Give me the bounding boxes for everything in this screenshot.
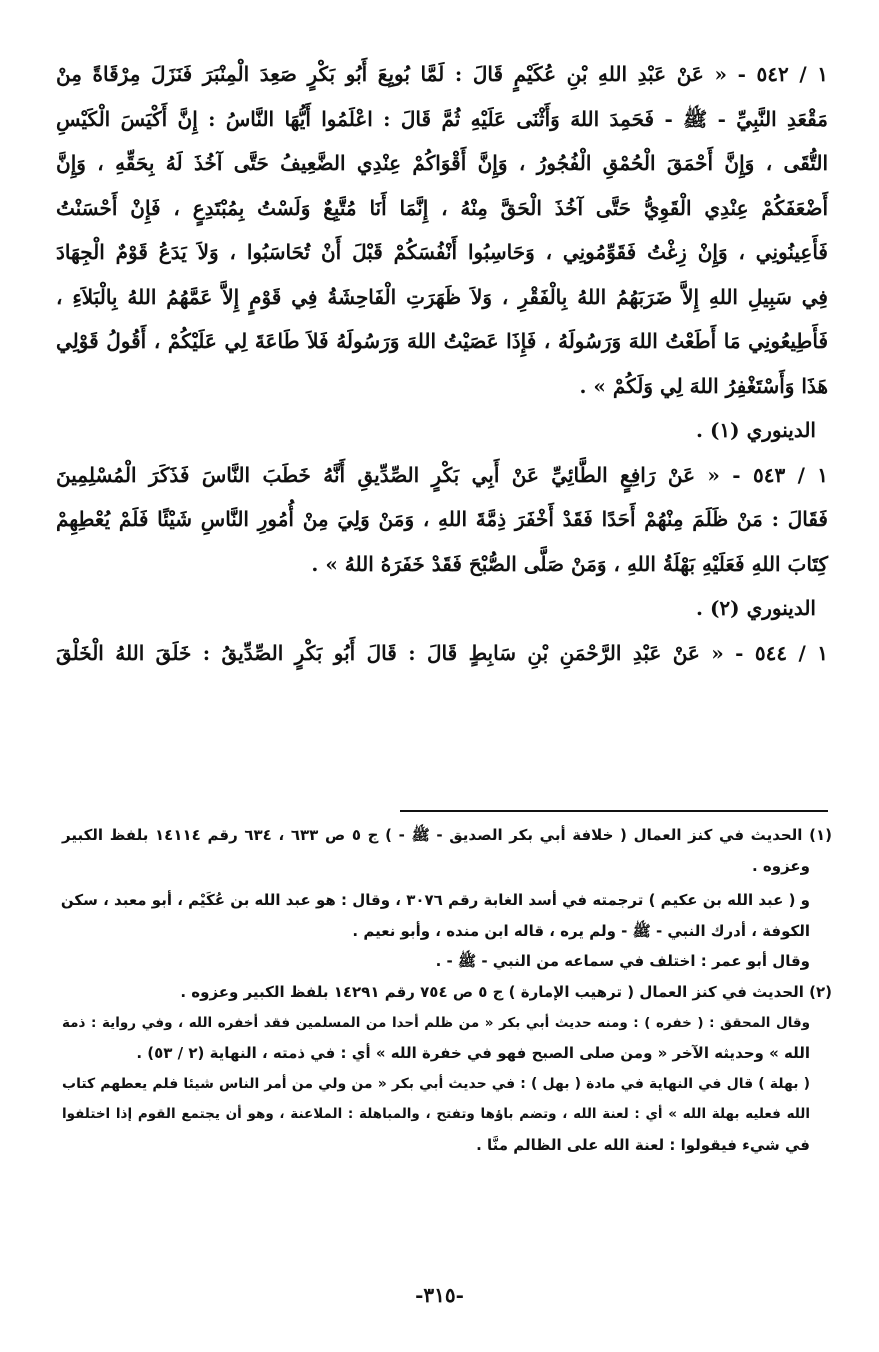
hadith-text-block [56, 52, 828, 675]
footnote-line: ( بهلة ) قال في النهاية في مادة ( بهل ) : في حديث أبي بكر « من ولي من أمر الناس شيئا فلم يعطهم كتاب [62, 1075, 810, 1092]
text-line: فَقَالَ : مَنْ ظَلَمَ مِنْهُمْ أَحَدًا فَقَدْ أَخْفَرَ ذِمَّةَ اللهِ ، وَمَنْ وَلِيَ مِنْ أُمُورِ النَّاسِ شَيْئًا فَلَمْ يُعْطِهِمْ [56, 507, 828, 531]
text-line: ١ / ٥٤٤ - « عَنْ عَبْدِ الرَّحْمَنِ بْنِ سَابِطٍ قَالَ : قَالَ أَبُو بَكْرٍ الصِّدِّيقُ : خَلَقَ اللهُ الْخَلْقَ [56, 640, 828, 665]
text-line: فَأَطِيعُونِي مَا أَطَعْتُ اللهَ وَرَسُولَهُ ، فَإِذَا عَصَيْتُ اللهَ وَرَسُولَهُ فَلاَ طَاعَةَ لِي عَلَيْكُمْ ، أَقُولُ قَوْلِي [56, 329, 828, 353]
footnote-line: وقال المحقق : ( خفره ) : ومنه حديث أبي بكر « من ظلم أحدا من المسلمين فقد أخفره الله ، وفي رواية : ذمة [62, 1014, 810, 1031]
source-reference: الدينوري (١) . [696, 418, 816, 442]
source-reference: الدينوري (٢) . [696, 596, 816, 620]
footnote-line: وعزوه . [751, 856, 810, 875]
footnote-line: في شيء فيقولوا : لعنة الله على الظالم منَّا . [476, 1135, 810, 1154]
footnote-line: و ( عبد الله بن عكيم ) ترجمته في أسد الغابة رقم ٣٠٧٦ ، وقال : هو عبد الله بن عُكَيْم ، أبو معبد ، سكن [60, 891, 810, 910]
text-line: ١ / ٥٤٣ - « عَنْ رَافِعٍ الطَّائِيِّ عَنْ أَبِي بَكْرٍ الصِّدِّيقِ أَنَّهُ خَطَبَ النَّاسَ فَذَكَرَ الْمُسْلِمِينَ [56, 462, 828, 487]
text-line: ١ / ٥٤٢ - « عَنْ عَبْدِ اللهِ بْنِ عُكَيْمٍ قَالَ : لَمَّا بُويِعَ أَبُو بَكْرٍ صَعِدَ الْمِنْبَرَ فَنَزَلَ مِرْقَاةً مِنْ [56, 62, 828, 86]
footnote-line: الله فعليه بهلة الله » أي : لعنة الله ، وتضم باؤها وتفتح ، والمباهلة : الملاعنة ، وهو أن يجتمع القوم إذا اختلفوا [62, 1106, 810, 1123]
footnote-line: (١) الحديث في كنز العمال ( خلافة أبي بكر الصديق - ﷺ - ) ج ٥ ص ٦٣٣ ، ٦٣٤ رقم ١٤١١٤ بلفظ الكبير [62, 826, 832, 844]
main-text [56, 52, 828, 675]
footnote-line: وقال أبو عمر : اختلف في سماعه من النبي - ﷺ - . [435, 952, 810, 971]
footnote-divider [400, 810, 828, 812]
text-line: هَذَا وَأَسْتَغْفِرُ اللهَ لِي وَلَكُمْ » . [579, 373, 828, 398]
text-line: التُّقَى ، وَإِنَّ أَحْمَقَ الْحُمْقِ الْفُجُورُ ، وَإِنَّ أَقْوَاكُمْ عِنْدِي الضَّعِيفُ حَتَّى آخُذَ لَهُ بِحَقِّهِ ، وَإِنَّ [56, 151, 828, 175]
text-line: كِتَابَ اللهِ فَعَلَيْهِ بَهْلَةُ اللهِ ، وَمَنْ صَلَّى الصُّبْحَ فَقَدْ خَفَرَهُ اللهُ » . [311, 551, 828, 576]
footnote-line: (٢) الحديث في كنز العمال ( ترهيب الإمارة ) ج ٥ ص ٧٥٤ رقم ١٤٢٩١ بلفظ الكبير وعزوه . [180, 982, 832, 1001]
text-line: أَضْعَفَكُمْ عِنْدِي الْقَوِيُّ حَتَّى آخُذَ الْحَقَّ مِنْهُ ، إِنَّمَا أَنَا مُتَّبِعٌ وَلَسْتُ بِمُبْتَدِعٍ ، فَإِنْ أَحْسَنْتُ [56, 195, 828, 220]
page-number: -٣١٥- [415, 1283, 464, 1307]
text-line: فِي سَبِيلِ اللهِ إِلاَّ ضَرَبَهُمُ اللهُ بِالْفَقْرِ ، وَلاَ ظَهَرَتِ الْفَاحِشَةُ فِي قَوْمٍ إِلاَّ عَمَّهُمُ اللهُ بِالْبَلاَءِ ، [56, 284, 828, 309]
footnote-line: الكوفة ، أدرك النبي - ﷺ - ولم يره ، قاله ابن منده ، وأبو نعيم . [352, 921, 810, 940]
text-line: مَقْعَدِ النَّبِيِّ - ﷺ - فَحَمِدَ اللهَ وَأَثْنَى عَلَيْهِ ثُمَّ قَالَ : اعْلَمُوا أَيُّهَا النَّاسُ : إِنَّ أَكْيَسَ الْكَيْسِ [56, 106, 828, 131]
footnote-line: الله » وحديثه الآخر « ومن صلى الصبح فهو في خفرة الله » أي : في ذمته ، النهاية (٢ / ٥٣) . [136, 1044, 810, 1063]
text-line: فَأَعِينُونِي ، وَإِنْ زِغْتُ فَقَوِّمُونِي ، وَحَاسِبُوا أَنْفُسَكُمْ قَبْلَ أَنْ تُحَاسَبُوا ، وَلاَ يَدَعُ قَوْمٌ الْجِهَادَ [56, 240, 828, 264]
footnotes [62, 820, 832, 1161]
